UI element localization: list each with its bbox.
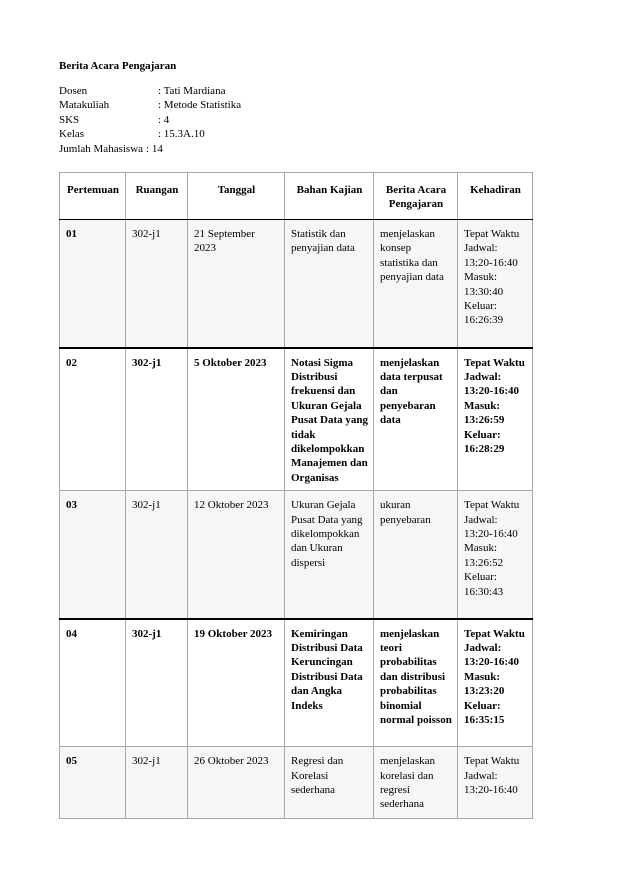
kehadiran-line: Keluar: xyxy=(464,300,497,313)
info-key: Kelas xyxy=(59,128,85,141)
info-value: : Metode Statistika xyxy=(158,99,242,112)
tanggal-cell: 26 Oktober 2023 xyxy=(188,747,285,819)
ruangan-cell: 302-j1 xyxy=(126,747,188,819)
kehadiran-line: 16:30:43 xyxy=(464,585,504,598)
info-value: : 4 xyxy=(158,113,170,126)
kehadiran-line: 13:20-16:40 xyxy=(464,783,518,796)
column-header: Berita Acara Pengajaran xyxy=(374,173,458,220)
info-value: : 15.3A.10 xyxy=(158,128,205,141)
kehadiran-cell xyxy=(458,619,533,747)
kehadiran-line: 13:20-16:40 xyxy=(464,385,519,398)
pertemuan-cell: 03 xyxy=(60,491,126,619)
berita-acara-cell: menjelaskan korelasi dan regresi sederhana xyxy=(374,747,458,819)
tanggal-cell: 12 Oktober 2023 xyxy=(188,491,285,619)
table-row xyxy=(60,220,533,348)
kehadiran-line: Jadwal: xyxy=(464,370,502,383)
berita-acara-cell: menjelaskan konsep statistika dan penyajian data xyxy=(374,220,458,348)
kehadiran-line: Keluar: xyxy=(464,571,497,584)
ruangan-cell: 302-j1 xyxy=(126,220,188,348)
info-row-kelas xyxy=(59,127,241,141)
table-row xyxy=(60,491,533,619)
column-header: Kehadiran xyxy=(458,173,533,220)
tanggal-cell: 19 Oktober 2023 xyxy=(188,619,285,747)
kehadiran-line: Tepat Waktu xyxy=(464,755,520,768)
column-header: Bahan Kajian xyxy=(285,173,374,220)
kehadiran-line: 13:20-16:40 xyxy=(464,656,519,669)
kehadiran-line: Masuk: xyxy=(464,271,497,284)
table-row xyxy=(60,747,533,819)
kehadiran-line: 16:26:39 xyxy=(464,314,504,327)
table-body xyxy=(60,220,533,819)
kehadiran-line: Jadwal: xyxy=(464,513,498,526)
ruangan-cell: 302-j1 xyxy=(126,491,188,619)
info-key: Jumlah Mahasiswa xyxy=(59,142,144,155)
bahan-kajian-cell: Ukuran Gejala Pusat Data yang dikelompokkan dan Ukuran dispersi xyxy=(285,491,374,619)
kehadiran-line: Tepat Waktu xyxy=(464,228,520,240)
column-header: Tanggal xyxy=(188,173,285,220)
kehadiran-line: 13:20-16:40 xyxy=(464,256,518,269)
kehadiran-line: Keluar: xyxy=(464,699,501,712)
ruangan-cell: 302-j1 xyxy=(126,619,188,747)
kehadiran-line: Keluar: xyxy=(464,428,501,441)
document-title: Berita Acara Pengajaran xyxy=(59,60,177,72)
table-row xyxy=(60,348,533,491)
kehadiran-line: Masuk: xyxy=(464,542,497,555)
info-value: : 14 xyxy=(146,142,163,155)
kehadiran-cell xyxy=(458,220,533,348)
course-info xyxy=(59,84,241,156)
pertemuan-cell: 04 xyxy=(60,619,126,747)
kehadiran-line: Tepat Waktu xyxy=(464,499,520,512)
pertemuan-cell: 02 xyxy=(60,348,126,491)
teaching-log-table xyxy=(59,172,533,819)
kehadiran-line: 13:26:59 xyxy=(464,414,505,427)
column-header: Pertemuan xyxy=(60,173,126,220)
kehadiran-line: 13:26:52 xyxy=(464,556,504,569)
column-header: Ruangan xyxy=(126,173,188,220)
kehadiran-line: 13:20-16:40 xyxy=(464,527,518,540)
kehadiran-line: 16:28:29 xyxy=(464,442,505,455)
kehadiran-line: Tepat Waktu xyxy=(464,356,525,369)
info-key: SKS xyxy=(59,113,80,126)
table-row xyxy=(60,619,533,747)
ruangan-cell: 302-j1 xyxy=(126,348,188,491)
bahan-kajian-cell: Statistik dan penyajian data xyxy=(285,220,374,348)
pertemuan-cell: 05 xyxy=(60,747,126,819)
kehadiran-line: Jadwal: xyxy=(464,242,498,255)
info-row-dosen xyxy=(59,84,241,98)
tanggal-cell: 21 September 2023 xyxy=(188,220,285,348)
berita-acara-cell: menjelaskan teori probabilitas dan distribusi probabilitas binomial normal poisson xyxy=(374,619,458,747)
info-key: Matakuliah xyxy=(59,99,110,112)
kehadiran-cell xyxy=(458,747,533,819)
berita-acara-cell: ukuran penyebaran xyxy=(374,491,458,619)
kehadiran-line: 13:23:20 xyxy=(464,685,505,698)
kehadiran-cell xyxy=(458,348,533,491)
bahan-kajian-cell: Kemiringan Distribusi Data Keruncingan Distribusi Data dan Angka Indeks xyxy=(285,619,374,747)
table-header-row xyxy=(60,173,533,220)
info-row-jumlah-mahasiswa xyxy=(59,142,241,156)
info-key: Dosen xyxy=(59,85,88,97)
info-row-sks xyxy=(59,113,241,127)
tanggal-cell: 5 Oktober 2023 xyxy=(188,348,285,491)
bahan-kajian-cell: Regresi dan Korelasi sederhana xyxy=(285,747,374,819)
kehadiran-line: Tepat Waktu xyxy=(464,627,525,640)
info-row-matakuliah xyxy=(59,98,241,112)
bahan-kajian-cell: Notasi Sigma Distribusi frekuensi dan Ukuran Gejala Pusat Data yang tidak dikelompokkan Manajemen dan Organisas xyxy=(285,348,374,491)
info-value: : Tati Mardiana xyxy=(158,85,226,97)
kehadiran-line: Masuk: xyxy=(464,399,501,412)
kehadiran-line: 16:35:15 xyxy=(464,714,505,727)
kehadiran-line: Masuk: xyxy=(464,670,501,683)
pertemuan-cell: 01 xyxy=(60,220,126,348)
kehadiran-line: Jadwal: xyxy=(464,642,502,655)
berita-acara-cell: menjelaskan data terpusat dan penyebaran data xyxy=(374,348,458,491)
kehadiran-line: 13:30:40 xyxy=(464,285,504,298)
kehadiran-line: Jadwal: xyxy=(464,769,498,782)
kehadiran-cell xyxy=(458,491,533,619)
